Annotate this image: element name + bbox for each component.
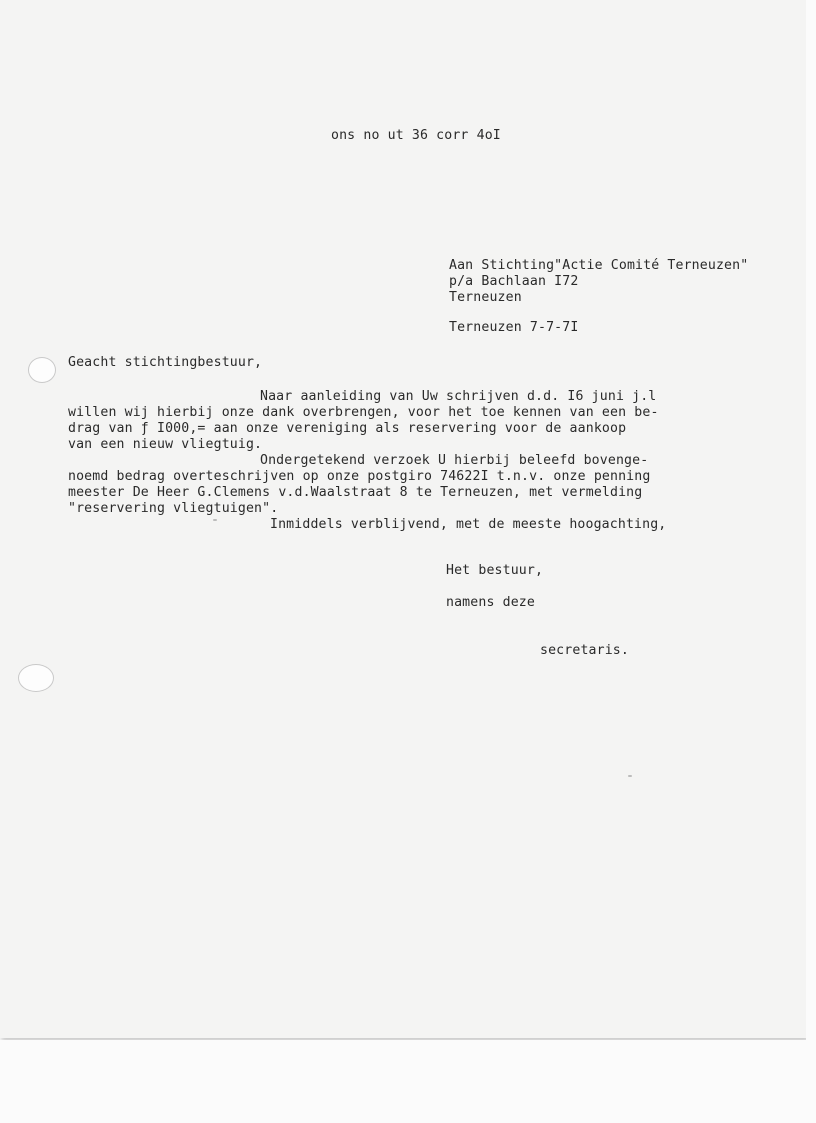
body-line: Ondergetekend verzoek U hierbij beleefd bovenge-	[260, 453, 649, 468]
salutation: Geacht stichtingbestuur,	[68, 355, 263, 370]
punch-hole-top	[28, 357, 56, 383]
ink-speck	[213, 519, 217, 521]
recipient-line-2: p/a Bachlaan I72	[449, 274, 579, 289]
body-line: meester De Heer G.Clemens v.d.Waalstraat 8 te Terneuzen, met vermelding	[68, 485, 643, 500]
signature-title: secretaris.	[540, 643, 629, 658]
punch-hole-bottom	[18, 664, 54, 692]
recipient-line-3: Terneuzen	[449, 290, 522, 305]
body-line: willen wij hierbij onze dank overbrengen, voor het toe kennen van een be-	[68, 405, 659, 420]
body-line: van een nieuw vliegtuig.	[68, 437, 263, 452]
reference-number: ons no ut 36 corr 4oI	[331, 128, 501, 143]
body-line: drag van ƒ I000,= aan onze vereniging als reservering voor de aankoop	[68, 421, 627, 436]
closing-line-1: Het bestuur,	[446, 563, 544, 578]
closing-line-2: namens deze	[446, 595, 535, 610]
scan-margin-bottom	[0, 1040, 816, 1123]
body-line: Naar aanleiding van Uw schrijven d.d. I6 juni j.l	[260, 389, 657, 404]
recipient-line-1: Aan Stichting"Actie Comité Terneuzen"	[449, 258, 749, 273]
body-line: Inmiddels verblijvend, met de meeste hoogachting,	[270, 517, 667, 532]
body-line: "reservering vliegtuigen".	[68, 501, 279, 516]
scan-margin-right	[806, 0, 816, 1040]
ink-speck	[628, 775, 632, 777]
body-line: noemd bedrag overteschrijven op onze postgiro 74622I t.n.v. onze penning	[68, 469, 651, 484]
place-date: Terneuzen 7-7-7I	[449, 320, 579, 335]
